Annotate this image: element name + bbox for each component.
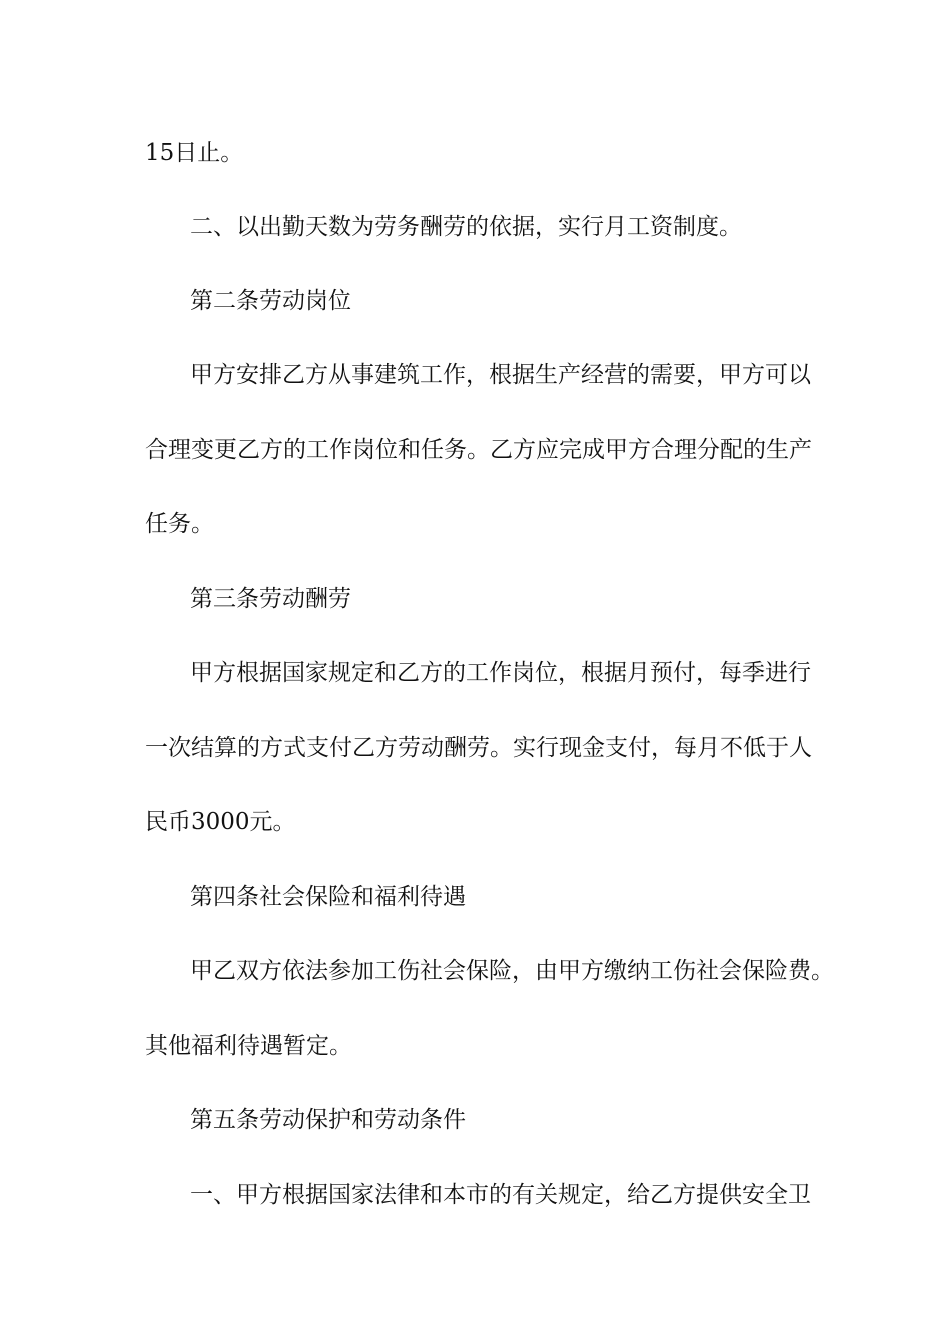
paragraph-article-3-line-3: 民币3000元。	[145, 809, 296, 835]
article-heading-4: 第四条社会保险和福利待遇	[190, 884, 466, 910]
article-heading-2: 第二条劳动岗位	[190, 288, 351, 314]
article-heading-5: 第五条劳动保护和劳动条件	[190, 1107, 466, 1133]
paragraph-wage-system: 二、以出勤天数为劳务酬劳的依据，实行月工资制度。	[190, 214, 742, 240]
paragraph-article-4-line-1: 甲乙双方依法参加工伤社会保险，由甲方缴纳工伤社会保险费。	[190, 958, 834, 984]
paragraph-article-4-line-2: 其他福利待遇暂定。	[145, 1033, 352, 1059]
paragraph-article-2-line-3: 任务。	[145, 511, 214, 537]
text-line-continuation: 15日止。	[145, 140, 244, 166]
paragraph-article-2-line-2: 合理变更乙方的工作岗位和任务。乙方应完成甲方合理分配的生产	[145, 437, 812, 463]
paragraph-article-5-line-1: 一、甲方根据国家法律和本市的有关规定，给乙方提供安全卫	[190, 1182, 811, 1208]
paragraph-article-3-line-2: 一次结算的方式支付乙方劳动酬劳。实行现金支付，每月不低于人	[145, 735, 812, 761]
article-heading-3: 第三条劳动酬劳	[190, 586, 351, 612]
paragraph-article-2-line-1: 甲方安排乙方从事建筑工作，根据生产经营的需要，甲方可以	[190, 362, 811, 388]
paragraph-article-3-line-1: 甲方根据国家规定和乙方的工作岗位，根据月预付，每季进行	[190, 660, 811, 686]
